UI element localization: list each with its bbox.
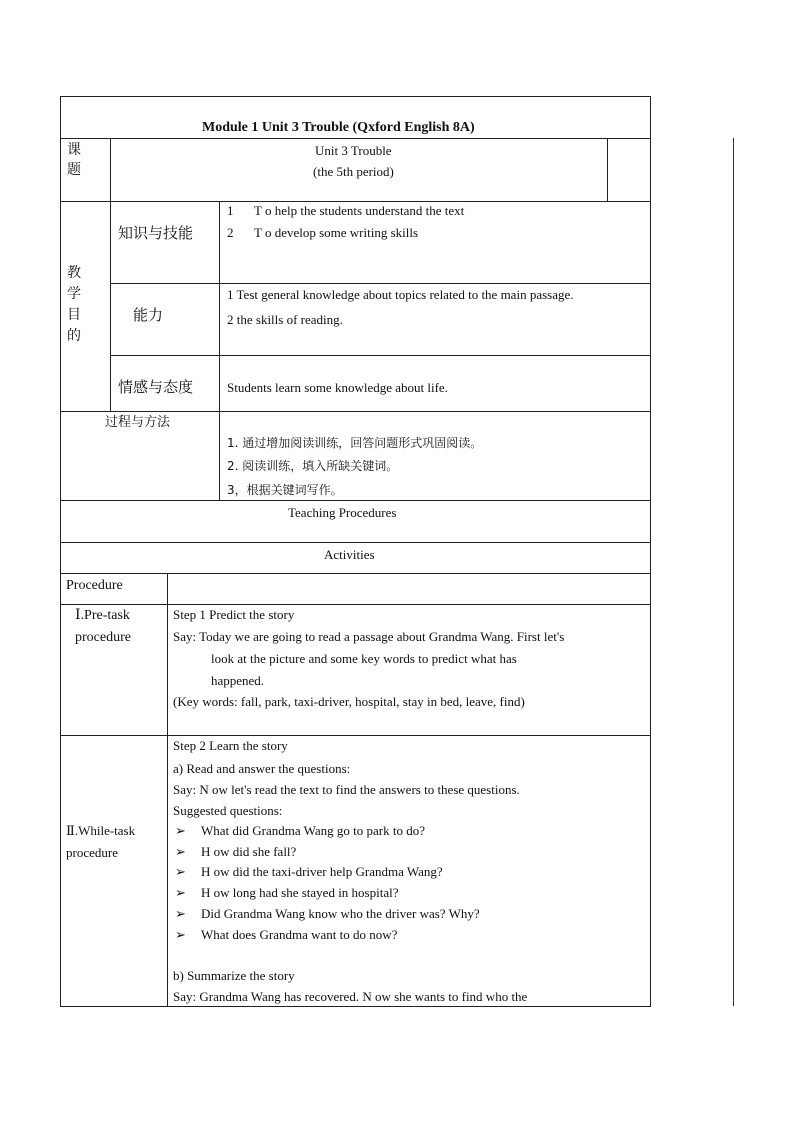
col-divider	[110, 138, 111, 411]
activities-heading: Activities	[324, 547, 375, 562]
col-divider	[167, 573, 168, 1007]
while-task-label: procedure	[66, 845, 118, 860]
process-item: 3，根据关键词写作。	[227, 483, 343, 497]
row-divider	[60, 735, 651, 736]
arrow-bullet-icon: ➢	[175, 885, 186, 900]
pre-task-label: procedure	[75, 630, 131, 645]
suggested-questions-label: Suggested questions:	[173, 803, 283, 818]
question-item: Did Grandma Wang know who the driver was? Why?	[201, 906, 480, 921]
while-task-say: Say: N ow let's read the text to find the answers to these questions.	[173, 782, 520, 797]
row-divider	[60, 411, 651, 412]
arrow-bullet-icon: ➢	[175, 864, 186, 879]
objectives-label-char: 的	[67, 328, 81, 344]
while-task-step: Step 2 Learn the story	[173, 738, 288, 753]
process-item: 2. 阅读训练，填入所缺关键词。	[227, 459, 399, 473]
question-item: H ow did the taxi-driver help Grandma Wang?	[201, 864, 443, 879]
pre-task-say: happened.	[211, 673, 265, 688]
attitude-text: Students learn some knowledge about life.	[227, 380, 448, 395]
pre-task-say: look at the picture and some key words to predict what has	[211, 651, 517, 666]
row-divider	[60, 500, 651, 501]
question-item: H ow did she fall?	[201, 844, 297, 859]
arrow-bullet-icon: ➢	[175, 927, 186, 942]
while-task-part-a: a) Read and answer the questions:	[173, 761, 351, 776]
process-label: 过程与方法	[105, 415, 171, 430]
row-divider	[60, 138, 651, 139]
row-divider	[60, 201, 651, 202]
while-task-say-b: Say: Grandma Wang has recovered. N ow she wants to find who the	[173, 989, 528, 1004]
knowledge-item-num: 1	[227, 203, 234, 218]
pre-task-say: Say: Today we are going to read a passage about Grandma Wang. First let's	[173, 629, 565, 644]
arrow-bullet-icon: ➢	[175, 844, 186, 859]
while-task-label: Ⅱ.While-task	[66, 823, 136, 838]
question-item: What did Grandma Wang go to park to do?	[201, 823, 425, 838]
row-divider	[60, 573, 651, 574]
while-task-part-b: b) Summarize the story	[173, 968, 295, 983]
objectives-label-char: 目	[67, 307, 81, 323]
teaching-procedures-heading: Teaching Procedures	[288, 505, 397, 520]
topic-unit: Unit 3 Trouble	[315, 143, 392, 158]
objectives-label-char: 教	[67, 265, 81, 281]
knowledge-label: 知识与技能	[118, 224, 194, 242]
arrow-bullet-icon: ➢	[175, 823, 186, 838]
row-divider	[60, 604, 651, 605]
col-divider	[219, 201, 220, 500]
topic-period: (the 5th period)	[313, 164, 394, 179]
process-item: 1. 通过增加阅读训练，回答问题形式巩固阅读。	[227, 436, 483, 450]
col-divider	[607, 138, 608, 201]
document-title: Module 1 Unit 3 Trouble (Qxford English 8A)	[202, 120, 475, 135]
knowledge-item-text: T o develop some writing skills	[254, 225, 419, 240]
row-divider	[60, 542, 651, 543]
pre-task-label: Ⅰ.Pre-task	[75, 608, 130, 623]
topic-label-char: 题	[67, 162, 81, 178]
attitude-label: 情感与态度	[118, 378, 194, 396]
pre-task-keywords: (Key words: fall, park, taxi-driver, hospital, stay in bed, leave, find)	[173, 694, 525, 709]
knowledge-item-num: 2	[227, 225, 234, 240]
topic-label-char: 课	[67, 142, 81, 158]
ability-item: 2 the skills of reading.	[227, 312, 343, 327]
objectives-label-char: 学	[67, 286, 81, 302]
row-divider	[110, 283, 651, 284]
pre-task-step: Step 1 Predict the story	[173, 607, 295, 622]
procedure-label: Procedure	[66, 578, 123, 593]
question-item: What does Grandma want to do now?	[201, 927, 398, 942]
knowledge-item-text: T o help the students understand the text	[254, 203, 465, 218]
row-divider	[110, 355, 651, 356]
ability-item: 1 Test general knowledge about topics related to the main passage.	[227, 287, 574, 302]
arrow-bullet-icon: ➢	[175, 906, 186, 921]
question-item: H ow long had she stayed in hospital?	[201, 885, 399, 900]
ability-label: 能力	[133, 306, 164, 324]
right-margin-line	[733, 138, 734, 1006]
